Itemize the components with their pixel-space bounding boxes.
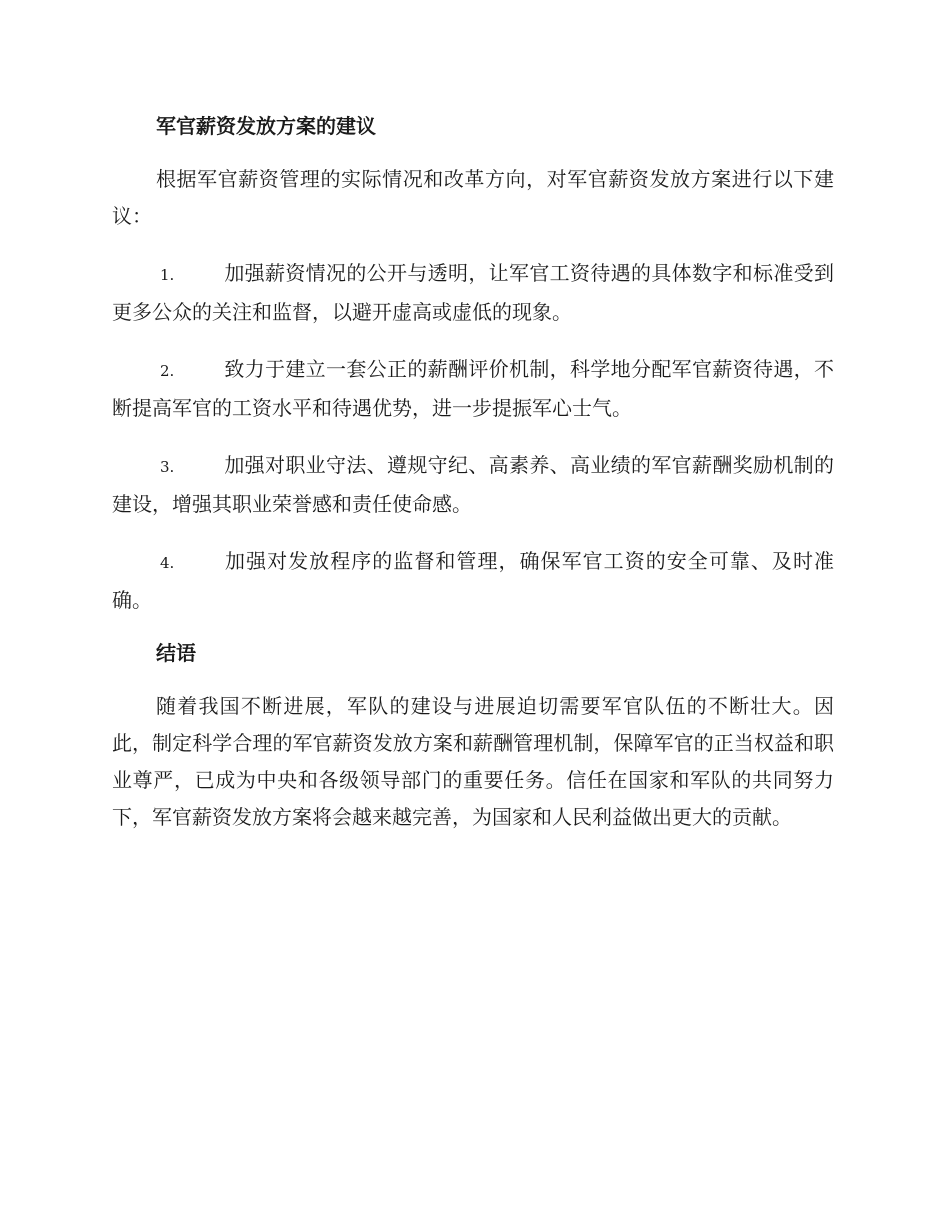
list-number: 3. [160,458,175,476]
list-item-1 [112,255,834,331]
list-number: 2. [160,362,175,380]
section-title-suggestions: 军官薪资发放方案的建议 [156,114,376,138]
list-item-4 [112,543,834,619]
conclusion-body: 随着我国不断进展，军队的建设与进展迫切需要军官队伍的不断壮大。因此，制定科学合理的军官薪资发放方案和薪酬管理机制，保障军官的正当权益和职业尊严，已成为中央和各级领导部门的重要任务。信任在国家和军队的共同努力下，军官薪资发放方案将会越来越完善，为国家和人民利益做出更大的贡献。 [112,694,834,829]
list-item-3 [112,447,834,523]
document-page [112,108,834,856]
suggestions-intro: 根据军官薪资管理的实际情况和改革方向，对军官薪资发放方案进行以下建议： [112,167,834,228]
list-number: 4. [160,554,175,572]
list-item-text: 加强对发放程序的监督和管理，确保军官工资的安全可靠、及时准确。 [112,549,834,612]
list-item-text: 加强对职业守法、遵规守纪、高素养、高业绩的军官薪酬奖励机制的建设，增强其职业荣誉感和责任使命感。 [112,453,834,516]
list-item-text: 加强薪资情况的公开与透明，让军官工资待遇的具体数字和标准受到更多公众的关注和监督，以避开虚高或虚低的现象。 [112,261,834,324]
section-title-conclusion: 结语 [156,641,196,665]
list-item-text: 致力于建立一套公正的薪酬评价机制，科学地分配军官薪资待遇，不断提高军官的工资水平和待遇优势，进一步提振军心士气。 [112,357,834,420]
list-number: 1. [160,266,175,284]
list-item-2 [112,351,834,427]
